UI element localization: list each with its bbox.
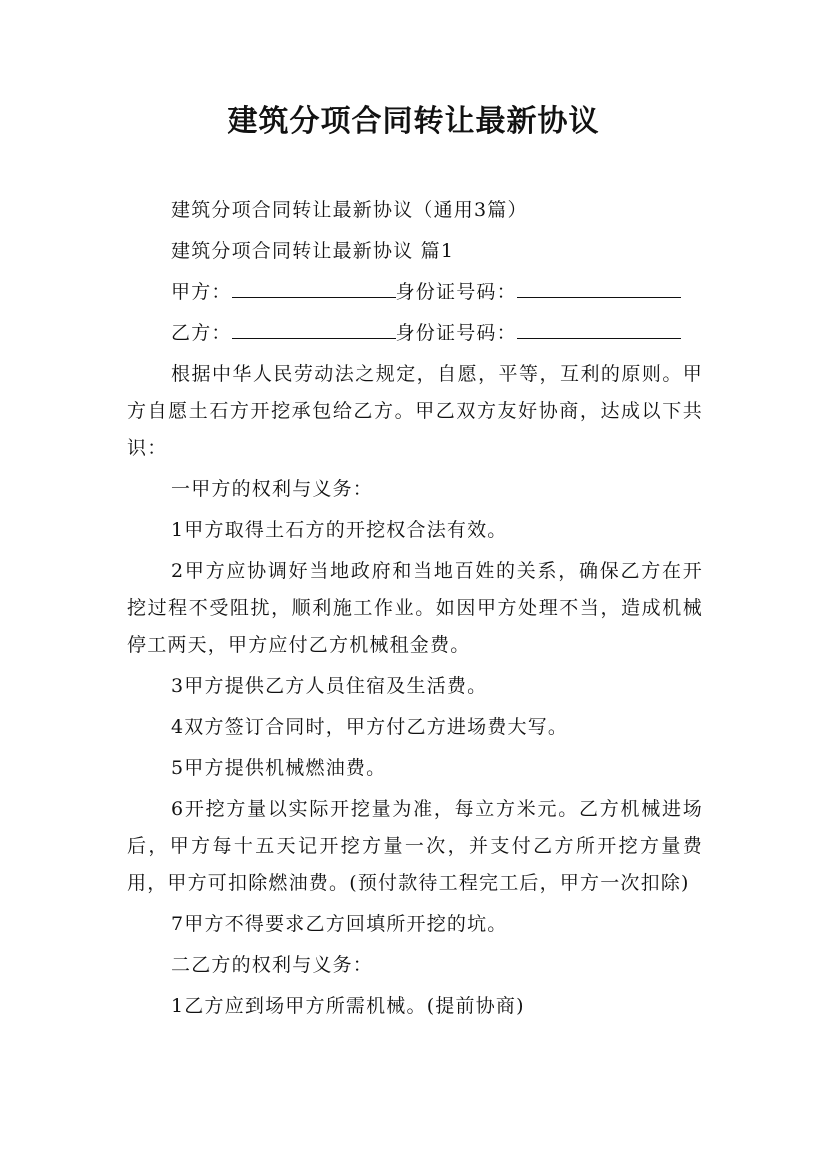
party-a-name-blank: [232, 275, 396, 298]
clause-a1: 1甲方取得土石方的开挖权合法有效。: [171, 519, 508, 541]
part-heading: 建筑分项合同转让最新协议 篇1: [171, 240, 455, 262]
section-heading-party-a: 一甲方的权利与义务：: [171, 478, 374, 500]
clause-a6: 6开挖方量以实际开挖量为准，每立方米元。乙方机械进场后，甲方每十五天记开挖方量一次，并支付乙方所开挖方量费用，甲方可扣除燃油费。(预付款待工程完工后，甲方一次扣除): [127, 798, 703, 894]
party-a-label: 甲方：: [171, 281, 232, 303]
clause-b1: 1乙方应到场甲方所需机械。(提前协商): [171, 995, 525, 1017]
clause-a4: 4双方签订合同时，甲方付乙方进场费大写。: [171, 716, 569, 738]
document-title: 建筑分项合同转让最新协议: [227, 104, 600, 139]
clause-a7: 7甲方不得要求乙方回填所开挖的坑。: [171, 913, 508, 935]
party-a-id-blank: [517, 275, 681, 298]
party-b-line: [127, 315, 703, 352]
party-b-id-label: 身份证号码：: [395, 322, 517, 344]
paragraph-preamble: 根据中华人民劳动法之规定，自愿，平等，互利的原则。甲方自愿土石方开挖承包给乙方。甲乙双方友好协商，达成以下共识：: [127, 363, 703, 459]
document-subtitle: 建筑分项合同转让最新协议（通用3篇）: [171, 199, 528, 221]
party-a-line: [127, 274, 703, 311]
section-heading-party-b: 二乙方的权利与义务：: [171, 954, 374, 976]
clause-a2: 2甲方应协调好当地政府和当地百姓的关系，确保乙方在开挖过程不受阻扰，顺利施工作业。如因甲方处理不当，造成机械停工两天，甲方应付乙方机械租金费。: [127, 560, 703, 656]
party-a-id-label: 身份证号码：: [395, 281, 517, 303]
clause-a3: 3甲方提供乙方人员住宿及生活费。: [171, 675, 488, 697]
party-b-name-blank: [232, 316, 396, 339]
party-b-label: 乙方：: [171, 322, 232, 344]
clause-a5: 5甲方提供机械燃油费。: [171, 757, 387, 779]
document-body: [127, 192, 703, 1029]
party-b-id-blank: [517, 316, 681, 339]
